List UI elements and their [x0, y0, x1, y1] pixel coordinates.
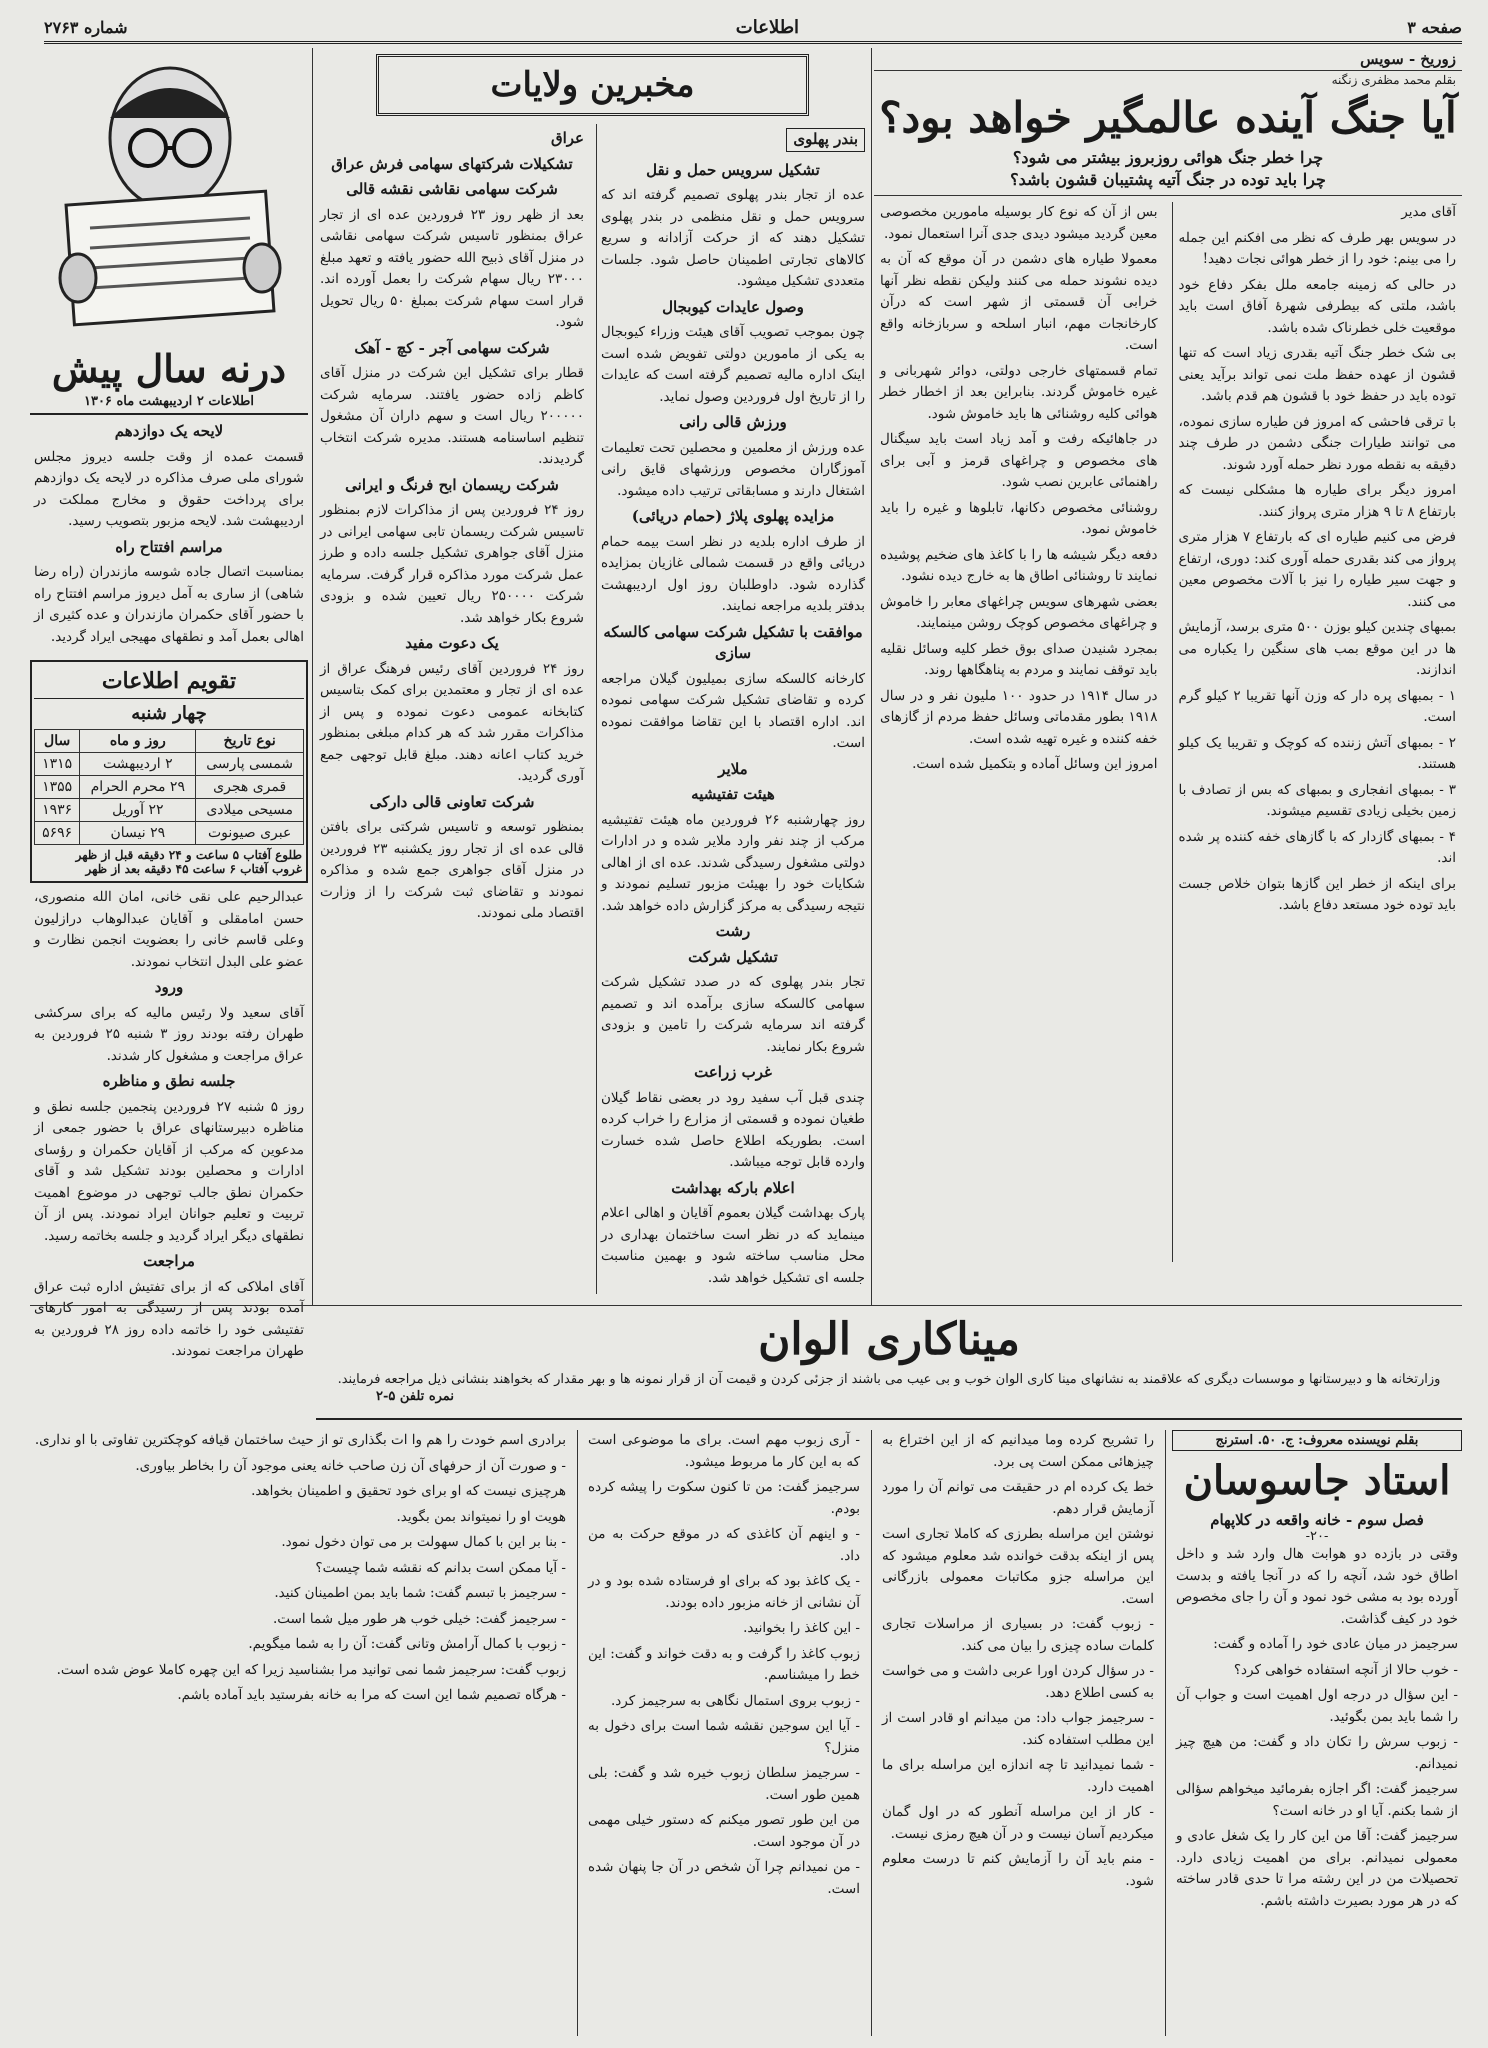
- serial-paragraph: - زبوب با کمال آرامش وتانی گفت: آن را به شما میگویم.: [248, 1636, 566, 1652]
- calendar-cell: ۱۳۵۵: [35, 776, 80, 799]
- news-body: روز ۲۴ فروردین آقای رئیس فرهنگ عراق از عده ای از تجار و معتمدین برای کمک بتاسیس کتابخانه عمومی دعوت نموده و پس از مذاکرات مقرر شد که هر کدام مبلغی بمنظور خرید کتاب اعانه دهند. مبلغ قابل توجهی جمع آوری گردید.: [320, 660, 584, 784]
- serial-column-1: [1172, 1430, 1462, 2036]
- serial-paragraph: - خوب حالا از آنچه استفاده خواهی کرد؟: [1233, 1661, 1458, 1678]
- news-headline: موافقت با تشکیل شرکت سهامی کالسکه سازی: [603, 622, 863, 662]
- article-paragraph: ۱ - بمبهای پره دار که وزن آنها تقریبا ۲ کیلو گرم است.: [1178, 687, 1456, 725]
- provinces-section: [316, 48, 869, 1305]
- news-headline: ملایر: [718, 759, 748, 778]
- serial-paragraph: - سرجیمز جواب داد: من میدانم او قادر است از این مطلب استفاده کند.: [882, 1710, 1154, 1748]
- news-body: آقای املاکی که از برای تفتیش اداره ثبت عراق آمده بودند پس از رسیدگی به امور کارهای تفتیشی خود را خاتمه داده روز ۲۸ فروردین به طهران مراجعت نمودند.: [34, 1278, 304, 1359]
- article-paragraph: ۴ - بمبهای گازدار که با گازهای خفه کننده پر شده اند.: [1178, 828, 1456, 866]
- calendar-cell: ۱۹۳۶: [35, 799, 80, 822]
- article-paragraph: تمام قسمتهای خارجی دولتی، دوائر شهربانی و غیره خاموش گردند. بنابراین بعد از اخطار خطر هوائی کلیه روشنائی ها باید خاموش شود.: [880, 362, 1158, 422]
- dateline-pahlavi: بندر پهلوی: [786, 128, 865, 152]
- article-paragraph: بی شک خطر جنگ آتیه بقدری زیاد است که تنها قشون از عهده حفظ ملت نمی تواند برآید یعنی توده باید در حفظ خود با قشون هم قدم باشد.: [1178, 345, 1456, 404]
- news-body: عبدالرحیم علی نقی خانی، امان الله منصوری، حسن امامقلی و آقایان عبدالوهاب درازلیون وعلی قاسم خانی را بعضویت انجمن نظارت و عضو علی البدل انتخاب نمودند.: [34, 889, 304, 970]
- calendar-column-header: روز و ماه: [80, 730, 196, 753]
- calendar-row: [35, 753, 304, 776]
- news-headline: رشت: [715, 922, 751, 940]
- news-headline: مراجعت: [143, 1252, 195, 1270]
- article-paragraph: معمولا طیاره های دشمن در آن موقع که آن به دیده نشوند حمله می کنند ولیکن نقطه نظر آنها خرابی آن قسمتی از شهر است که درآن کارخانجات مهم، انبار اسلحه و سربازخانه واقع است.: [880, 251, 1158, 353]
- continued-news: [30, 883, 308, 1371]
- news-body: چون بموجب تصویب آقای هیئت وزراء کیوبجال به یکی از مامورین دولتی تفویض شده است اینک اداره مالیه تصمیم گرفته است که عایدات را از تاریخ اول فروردین وصول نماید.: [601, 324, 865, 405]
- news-body: تجار بندر پهلوی که در صدد تشکیل شرکت سهامی کالسکه سازی برآمده اند و تصمیم گرفته اند سرمایه شرکت را تامین و بزودی شروع بکار نمایند.: [601, 974, 865, 1055]
- war-article: [874, 48, 1462, 1305]
- serial-paragraph: هرچیزی نیست که او برای خود تحقیق و اطمینان بخواهد.: [251, 1483, 566, 1499]
- article-subtitle-2: چرا باید توده در جنگ آتیه پشتیبان قشون باشد؟: [874, 169, 1462, 196]
- news-body: قسمت عمده از وقت جلسه دیروز مجلس شورای ملی صرف مذاکره در لایحه یک دوازدهم برای پرداخت حقوق و مخارج مملکت در اردیبهشت شد. لایحه مزبور بتصویب رسید.: [34, 448, 304, 529]
- news-body: روز ۲۴ فروردین پس از مذاکرات لازم بمنظور تاسیس شرکت ریسمان تابی سهامی ایرانی در منزل آقای جواهری تشکیل جلسه داده و طرز عمل شرکت مورد مذاکره قرار گرفت. سرمایه شرکت ۲۵۰۰۰۰ ریال تعیین شده و بزودی شروع بکار خواهد شد.: [320, 502, 585, 626]
- left-column: [30, 48, 308, 1359]
- serial-paragraph: - شما نمیدانید تا چه اندازه این مراسله برای ما اهمیت دارد.: [882, 1757, 1154, 1795]
- calendar-cell: ۲۲ آوریل: [80, 799, 196, 822]
- news-body: از طرف اداره بلدیه در نظر است بیمه حمام دریائی واقع در قسمت شمالی غازیان بمزایده گذارده شود. داوطلبان روز اول اردیبهشت بدفتر بلدیه مراجعه نمایند.: [601, 533, 865, 614]
- ad-body: وزارتخانه ها و دبیرستانها و موسسات دیگری که علاقمند به نشانهای مینا کاری الوان خوب و بی عیب می باشند از جزئی کردن و قیمت آن از قرار نمونه ها و بهر مقدار که بخواهند بنشانی ذیل مراجعه فرمایند.: [337, 1372, 1441, 1387]
- serial-paragraph: - زبوب بروی استمال نگاهی به سرجیمز کرد.: [610, 1692, 860, 1709]
- calendar-cell: ۲ اردیبهشت: [80, 753, 196, 776]
- serial-paragraph: - هرگاه تصمیم شما این است که مرا به خانه بفرستید باید آماده باشم.: [177, 1687, 566, 1703]
- article-dateline: زوریخ - سویس: [874, 48, 1462, 71]
- serial-paragraph: هویت او را نمیتواند بمن بگوید.: [396, 1508, 566, 1525]
- serial-label: بقلم نویسنده معروف: ج. ۵۰. استرنج: [1172, 1430, 1462, 1451]
- calendar-table: [34, 729, 304, 845]
- calendar-box: [30, 660, 308, 883]
- news-body: پارک بهداشت گیلان بعموم آقایان و اهالی اعلام مینماید که در نظر است ساختمان بهداری در محل مناسب ساخته شود و بهمین مناسبت جلسه ای تشکیل خواهد شد.: [601, 1205, 865, 1286]
- calendar-cell: ۱۳۱۵: [35, 753, 80, 776]
- news-headline: ورزش قالی رانی: [679, 413, 787, 431]
- serial-paragraph: - زبوب گفت: در بسیاری از مراسلات تجاری کلمات ساده چیزی را بیان می کند.: [882, 1616, 1154, 1654]
- serial-paragraph: خط یک کرده ام در حقیقت می توانم آن را مورد آزمایش قرار دهم.: [882, 1479, 1154, 1517]
- page-label: صفحه ۳: [1407, 18, 1462, 37]
- news-body: روز چهارشنبه ۲۶ فروردین ماه هیئت تفتیشیه مرکب از چند نفر وارد ملایر شده و در ادارات دولتی مشغول رسیدگی شدند. عده ای از اهالی شکایات خود را بهیئت مزبور تسلیم نمودند و نتیجه رسیدگی به مرکز گزارش داده خواهد شد.: [601, 811, 865, 914]
- calendar-column-header: نوع تاریخ: [196, 730, 304, 753]
- years-ago-source: اطلاعات ۲ اردیبهشت ماه ۱۳۰۶: [30, 394, 308, 415]
- news-body: روز ۵ شنبه ۲۷ فروردین پنجمین جلسه نطق و مناظره دبیرستانهای عراق با حضور جمعی از مدعوین که مرکب از آقایان حکمران و رؤسای ادارات و محصلین بودند تشکیل شد و آقای حکمران نطق جالب توجهی در موضوع اهمیت تربیت و تعلیم جوانان ایراد نمودند. پس از آن نطقهای دیگر ایراد گردید و جلسه بخاتمه رسید.: [34, 1098, 305, 1244]
- serial-paragraph: - آیا این سوجین نقشه شما است برای دخول به منزل؟: [588, 1718, 860, 1756]
- news-headline: وصول عایدات کیوبجال: [662, 297, 804, 316]
- calendar-column-header: سال: [35, 730, 80, 753]
- provinces-column-araq: [316, 124, 588, 1294]
- serial-paragraph: - آری زبوب مهم است. برای ما موضوعی است که به این کار ما مربوط میشود.: [588, 1432, 860, 1470]
- news-headline: ورود: [154, 978, 184, 996]
- article-paragraph: ۳ - بمبهای انفجاری و بمبهای که بس از تصادف با زمین بخیلی زیادی تقسیم میشوند.: [1178, 781, 1456, 819]
- news-body: چندی قبل آب سفید رود در بعضی نقاط گیلان طغیان نموده و قسمتی از مزارع را خراب کرده است. بطوریکه اطلاع حاصل شده خسارت وارده قابل توجه میباشد.: [601, 1089, 865, 1170]
- news-headline: شرکت سهامی نقاشی نقشه قالی: [346, 180, 558, 198]
- calendar-cell: ۲۹ محرم الحرام: [80, 776, 196, 799]
- article-paragraph: با ترقی فاحشی که امروز فن طیاره سازی نموده، می توانند طیارات جنگی دشمن در طرف چند دقیقه به نقطه مورد نظر حمله آورد شوند.: [1178, 413, 1456, 473]
- serial-paragraph: - بنا بر این با کمال سهولت بر می توان دخول نمود.: [281, 1534, 566, 1550]
- news-headline: مراسم افتتاح راه: [115, 537, 223, 556]
- column-rule: [312, 48, 313, 1305]
- news-headline: تشکیل شرکت: [688, 947, 778, 966]
- serial-paragraph: سرجیمز گفت: اگر اجازه بفرمائید میخواهم سؤالی از شما بکنم. آیا او در خانه است؟: [1176, 1781, 1458, 1819]
- article-paragraph: بعضی شهرهای سویس چراغهای معابر را خاموش و چراغهای مخصوص کوچک روشن مینمایند.: [880, 593, 1158, 631]
- serial-paragraph: - این کاغذ را بخوانید.: [743, 1620, 860, 1636]
- serial-paragraph: - در سؤال کردن اورا عربی داشت و می خواست به کسی اطلاع دهد.: [882, 1663, 1154, 1701]
- article-paragraph: امروز دیگر برای طیاره ها مشکلی نیست که بارتفاع ۸ تا ۹ هزار متری پرواز کنند.: [1178, 482, 1456, 520]
- news-headline: غرب زراعت: [694, 1063, 772, 1081]
- news-body: عده از تجار بندر پهلوی تصمیم گرفته اند که سرویس حمل و نقل منظمی در بندر پهلوی تشکیل دهند که از حرکت آزادانه و سریع کالاهای تجارتی اطمینان حاصل شود. جلسات متعددی تشکیل میشود.: [601, 187, 865, 289]
- news-headline: اعلام بارکه بهداشت: [671, 1178, 795, 1197]
- calendar-title: تقویم اطلاعات: [34, 664, 304, 699]
- reader-illustration: [30, 48, 308, 348]
- serial-paragraph: نوشتن این مراسله بطرزی که کاملا تجاری است پس از اینکه بدقت خوانده شد معلوم میشود که این مراسله جزو مکاتبات معمولی بازرگانی است.: [882, 1526, 1154, 1607]
- news-body: قطار برای تشکیل این شرکت در منزل آقای کاظم زاده حضور یافتند. سرمایه شرکت ۲۰۰۰۰۰ ریال است و سهم داران آن مشغول تنظیم اساسنامه هستند. مدیره شرکت انتخاب گردیدند.: [320, 365, 584, 467]
- sunset: غروب آفتاب ۶ ساعت ۴۵ دقیقه بعد از ظهر: [85, 862, 302, 876]
- serial-story: [30, 1430, 1462, 2036]
- serial-paragraph: - و اینهم آن کاغذی که در موقع حرکت به من داد.: [588, 1526, 860, 1564]
- section-rule: [30, 1305, 1462, 1306]
- calendar-cell: ۵۶۹۶: [35, 822, 80, 845]
- serial-column-4: [30, 1430, 570, 2036]
- article-column-right: [1172, 202, 1463, 1262]
- serial-paragraph: را تشریح کرده وما میدانیم که از این اختراع به چیزهائی ممکن است پی برد.: [882, 1432, 1154, 1470]
- serial-chapter: فصل سوم - خانه واقعه در کلاپهام: [1210, 1511, 1424, 1529]
- serial-part: -۲۰-: [1305, 1529, 1329, 1544]
- article-paragraph: در حالی که زمینه جامعه ملل بفکر دفاع خود باشد، ملتی که بیطرفی شهرهٔ آفاق است باید موقعیت خلی خطرناک شده باشد.: [1178, 276, 1456, 336]
- calendar-cell: ۲۹ نیسان: [80, 822, 196, 845]
- serial-paragraph: زبوب گفت: سرجیمز شما نمی توانید مرا بشناسید زیرا که این چهره کاملا عوض شده است.: [56, 1661, 566, 1678]
- serial-paragraph: - و صورت آن از حرفهای آن زن صاحب خانه یعنی موجود آن را بخاطر بیاوری.: [135, 1457, 566, 1474]
- article-byline: بقلم محمد مظفری زنگنه: [1331, 73, 1456, 87]
- serial-paragraph: برادری اسم خودت را هم وا ات بگذاری تو از حیث ساختمان قیافه کوچکترین تفاوتی با او نداری.: [34, 1432, 566, 1448]
- article-column-left: [874, 202, 1164, 1262]
- news-headline: یک دعوت مفید: [405, 634, 499, 652]
- article-paragraph: بمبهای چندین کیلو بوزن ۵۰۰ متری برسد، آزمایش ها در این موقع بمب های سنگین را یکباره می اندازند.: [1178, 619, 1456, 678]
- serial-paragraph: - آیا ممکن است بدانم که نقشه شما چیست؟: [315, 1559, 566, 1576]
- years-ago-title: درنه سال پیش: [51, 346, 287, 391]
- serial-paragraph: - کار از این مراسله آنطور که در اول گمان میکردیم آسان نیست و در آن هیچ رمزی نیست.: [882, 1804, 1154, 1842]
- news-body: بعد از ظهر روز ۲۳ فروردین عده ای از تجار عراق بمنظور تاسیس شرکت سهامی نقاشی در منزل آقای ذبیح الله حضور یافته و تعهد مبلغ ۲۳۰۰۰ ریال سهام شرکت را بعمل آورده اند. قرار است سهام شرکت بمبلغ ۵۰ ریال تحویل شود.: [320, 206, 584, 330]
- serial-paragraph: - سرجیمز سلطان زبوب خیره شد و گفت: بلی همین طور است.: [588, 1765, 860, 1803]
- news-headline: تشکیل سرویس حمل و نقل: [646, 160, 820, 179]
- paper-name: اطلاعات: [735, 17, 800, 38]
- news-body: عده ورزش از معلمین و محصلین تحت تعلیمات آموزگاران مخصوص ورزشهای قایق رانی اشتغال دارند و مسابقاتی ترتیب داده میشود.: [601, 439, 865, 499]
- serial-paragraph: من این طور تصور میکنم که دستور خیلی مهمی در آن موجود است.: [588, 1812, 860, 1850]
- column-rule: [871, 48, 872, 1305]
- serial-paragraph: - این سؤال در درجه اول اهمیت است و جواب آن را شما باید بمن بگوئید.: [1176, 1687, 1458, 1725]
- news-headline: شرکت سهامی آجر - کچ - آهک: [354, 338, 550, 357]
- serial-paragraph: سرجیمز در میان عادی خود را آماده و گفت:: [1213, 1636, 1458, 1652]
- calendar-row: [35, 776, 304, 799]
- page-header: [44, 14, 1462, 44]
- sunrise: طلوع آفتاب ۵ ساعت و ۲۴ دقیقه قبل از ظهر: [75, 848, 302, 862]
- calendar-cell: مسیحی میلادی: [196, 799, 304, 822]
- serial-paragraph: - یک کاغذ بود که برای او فرستاده شده بود و در آن نشانی از خانه مزبور داده بودند.: [588, 1573, 860, 1611]
- news-headline: هیئت تفتیشیه: [691, 785, 775, 803]
- article-paragraph: روشنائی مخصوص دکانها، تابلوها و غیره را باید خاموش نمود.: [880, 499, 1158, 537]
- news-headline: جلسه نطق و مناظره: [102, 1072, 236, 1090]
- serial-paragraph: وقتی در بازده دو هوابت هال وارد شد و داخل اطاق خود شد، آنچه را که در آنجا یافته و بدست آورده بود به مشی خود نمود و آن را جای مخصوص خود در کیف گذاشت.: [1176, 1546, 1458, 1627]
- ad-phone: نمره تلفن ۵-۲: [376, 1389, 454, 1404]
- issue-number: شماره ۲۷۶۳: [44, 18, 128, 37]
- news-headline: تشکیلات شرکتهای سهامی فرش عراق: [331, 154, 573, 173]
- news-headline: شرکت تعاونی قالی دارکی: [369, 792, 535, 811]
- calendar-row: [35, 799, 304, 822]
- advertisement: [316, 1310, 1462, 1420]
- serial-paragraph: زبوب کاغذ را گرفت و به دقت خواند و گفت: این خط را میشناسم.: [588, 1645, 860, 1683]
- article-paragraph: در سال ۱۹۱۴ در حدود ۱۰۰ ملیون نفر و در سال ۱۹۱۸ بطور مقدماتی وسائل حفظ مردم از گازهای خفه کننده و غیره تهیه شده است.: [880, 687, 1158, 747]
- news-body: آقای سعید ولا رئیس مالیه که برای سرکشی طهران رفته بودند روز ۳ شنبه ۲۵ فروردین به عراق مراجعت و مشغول کار شدند.: [34, 1004, 304, 1064]
- dateline-araq: عراق: [550, 129, 584, 147]
- news-headline: لایحه یک دوازدهم: [114, 422, 224, 440]
- serial-column-3: [584, 1430, 864, 2036]
- provinces-column-pahlavi: [596, 124, 869, 1294]
- calendar-cell: قمری هجری: [196, 776, 304, 799]
- calendar-weekday: چهار شنبه: [131, 703, 207, 724]
- news-body: بمنظور توسعه و تاسیس شرکتی برای بافتن قالی عده ای از تجار روز یکشنبه ۲۳ فروردین در منزل آقای جواهری جمع شده و مذاکره نمودند و تقاضای ثبت شرکت را از وزارت اقتصاد ملی نمودند.: [320, 819, 584, 921]
- calendar-row: [35, 822, 304, 845]
- serial-paragraph: - من نمیدانم چرا آن شخص در آن جا پنهان شده است.: [588, 1859, 860, 1897]
- serial-title: استاد جاسوسان: [1183, 1457, 1451, 1504]
- serial-column-2: [878, 1430, 1158, 2036]
- ad-title: میناکاری الوان: [758, 1314, 1020, 1365]
- article-paragraph: امروز این وسائل آماده و بتکمیل شده است.: [912, 756, 1158, 772]
- serial-paragraph: - سرجیمز گفت: خیلی خوب هر طور میل شما است.: [272, 1610, 566, 1627]
- calendar-cell: عبری صیونوت: [196, 822, 304, 845]
- article-subtitle-1: چرا خطر جنگ هوائی روزبروز بیشتر می شود؟: [1012, 148, 1324, 167]
- article-paragraph: در جاهائیکه رفت و آمد زیاد است باید سیگنال های مخصوص و چراغهای قرمز و آبی برای راهنمائی عابرین نصب شود.: [880, 431, 1158, 490]
- serial-paragraph: - منم باید آن را آزمایش کنم تا درست معلوم شود.: [882, 1851, 1154, 1889]
- serial-paragraph: سرجیمز گفت: من تا کنون سکوت را پیشه کرده بودم.: [588, 1479, 860, 1517]
- article-paragraph: ۲ - بمبهای آتش زننده که کوچک و تقریبا یک کیلو هستند.: [1178, 734, 1456, 772]
- article-paragraph: فرض می کنیم طیاره ای که بارتفاع ۷ هزار متری پرواز می کند بقدری حمله آوری کند: دوری، ارتفاع و جهت سیر طیاره را نیز با آلات مخصوص معین می کنند.: [1178, 529, 1456, 610]
- news-headline: مزایده پهلوی پلاژ (حمام دریائی): [631, 507, 835, 525]
- serial-paragraph: - سرجیمز با تبسم گفت: شما باید بمن اطمینان کنید.: [274, 1585, 566, 1601]
- article-paragraph: برای اینکه از خطر این گازها بتوان خلاص جست باید توده خود مستعد دفاع باشد.: [1178, 875, 1456, 913]
- years-ago-items: [30, 415, 308, 654]
- article-paragraph: بس از آن که نوع کار بوسیله مامورین مخصوصی معین گردید میشود دیدی جدی آنرا استعمال نمود.: [880, 204, 1158, 242]
- article-paragraph: دفعه دیگر شیشه ها را با کاغذ های ضخیم پوشیده نمایند تا روشنائی اطاق ها به خارج دیده نشود.: [880, 546, 1158, 584]
- provinces-title: مخبرین ولایات: [376, 54, 809, 116]
- article-title: آیا جنگ آینده عالمگیر خواهد بود؟: [879, 93, 1457, 142]
- serial-paragraph: - زبوب سرش را تکان داد و گفت: من هیچ چیز نمیدانم.: [1176, 1734, 1458, 1772]
- news-body: بمناسبت اتصال جاده شوسه مازندران (راه رضا شاهی) از ساری به آمل دیروز مراسم افتتاح راه با حضور آقای حکمران مازندران و عده کثیری از اهالی بعمل آمد و نطقهای مهیجی ایراد گردید.: [34, 564, 304, 645]
- news-headline: شرکت ریسمان ابح فرنگ و ایرانی: [345, 475, 559, 494]
- article-paragraph: بمجرد شنیدن صدای بوق خطر کلیه وسائل نقلیه باید توقف نمایند و مردم به پناهگاهها روند.: [880, 640, 1158, 678]
- calendar-cell: شمسی پارسی: [196, 753, 304, 776]
- news-body: کارخانه کالسکه سازی بمیلیون گیلان مراجعه کرده و تقاضای تشکیل شرکت سهامی نموده اند. اداره اقتصاد با این تقاضا موافقت نموده است.: [601, 670, 865, 751]
- serial-paragraph: سرجیمز گفت: آقا من این کار را یک شغل عادی و معمولی نمیدانم. برای من اهمیت زیادی دارد. تحصیلات من در این رشته مرا تا حدی قادر ساخته که در هر مورد بصیرت داشته باشم.: [1176, 1828, 1458, 1909]
- article-paragraph: در سویس بهر طرف که نظر می افکنم این جمله را می بینم: خود را از خطر هوائی نجات دهید!: [1178, 229, 1456, 267]
- article-paragraph: آقای مدیر: [1401, 204, 1456, 220]
